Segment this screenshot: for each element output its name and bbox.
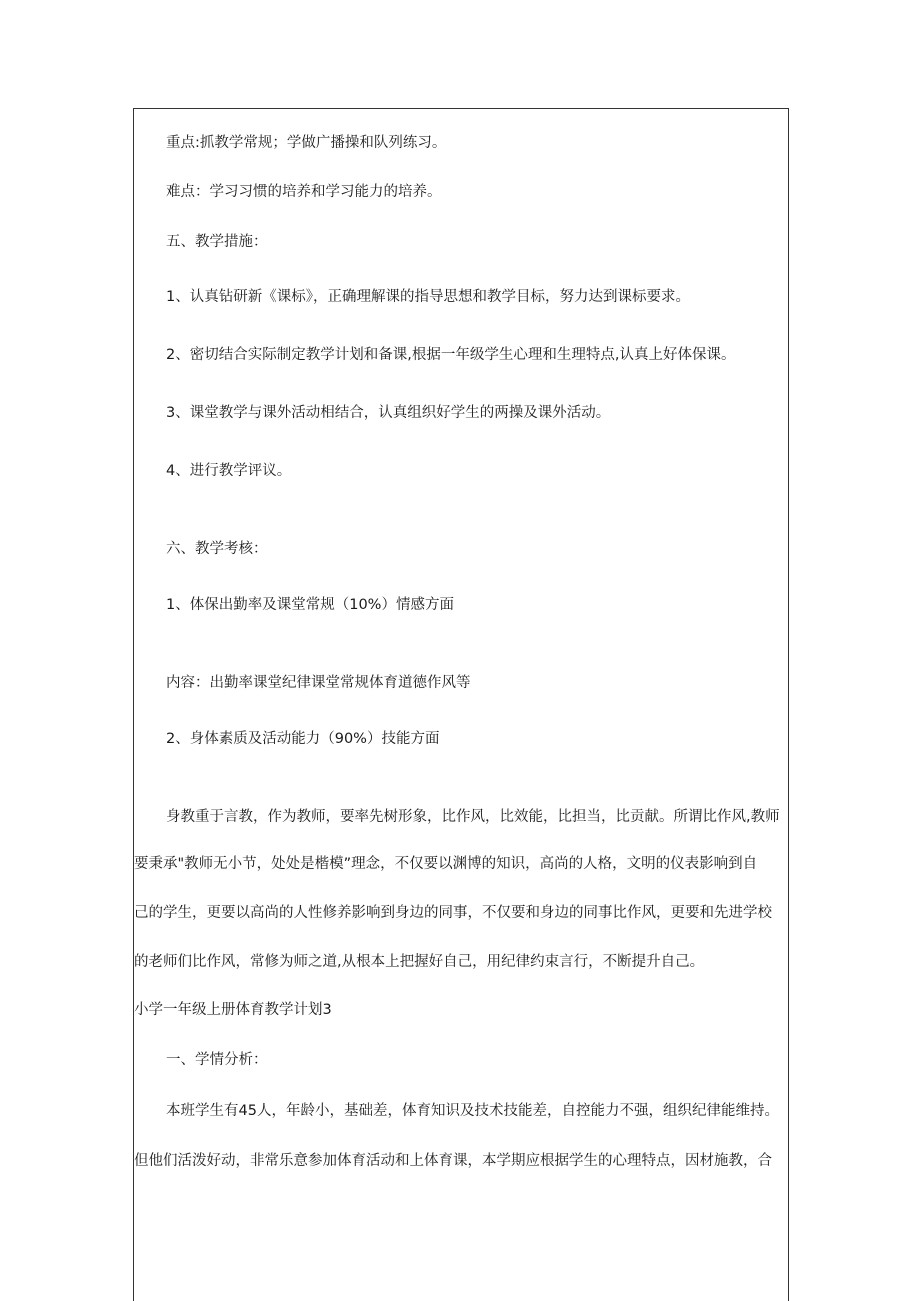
difficulties-text: 难点：学习习惯的培养和学习能力的培养。 bbox=[166, 184, 442, 200]
measure-item-4: 4、进行教学评议。 bbox=[166, 463, 292, 479]
plan3-title: 小学一年级上册体育教学计划3 bbox=[134, 1002, 332, 1018]
paragraph-line-3: 己的学生，更要以高尚的人性修养影响到身边的同事，不仅要和身边的同事比作风，更要和先进学校 bbox=[134, 905, 772, 921]
key-points-text: 重点:抓教学常规；学做广播操和队列练习。 bbox=[166, 135, 447, 151]
assessment-content: 内容：出勤率课堂纪律课堂常规体育道德作风等 bbox=[166, 675, 471, 691]
assessment-item-1: 1、体保出勤率及课堂常规（10%）情感方面 bbox=[166, 597, 454, 613]
assessment-item-2: 2、身体素质及活动能力（90%）技能方面 bbox=[166, 731, 440, 747]
plan3-section-1-heading: 一、学情分析： bbox=[166, 1052, 268, 1068]
section-6-heading: 六、教学考核： bbox=[166, 541, 268, 557]
measure-item-2: 2、密切结合实际制定教学计划和备课,根据一年级学生心理和生理特点,认真上好体保课。 bbox=[166, 347, 736, 363]
plan3-line-1: 本班学生有45人，年龄小，基础差，体育知识及技术技能差，自控能力不强，组织纪律能维持。 bbox=[166, 1103, 779, 1119]
paragraph-line-2: 要秉承"教师无小节，处处是楷模”理念，不仅要以渊博的知识，高尚的人格，文明的仪表影响到自 bbox=[134, 856, 758, 872]
plan3-line-2: 但他们活泼好动，非常乐意参加体育活动和上体育课，本学期应根据学生的心理特点，因材施教，合 bbox=[134, 1153, 772, 1169]
measure-item-1: 1、认真钻研新《课标》，正确理解课的指导思想和教学目标，努力达到课标要求。 bbox=[166, 289, 690, 305]
section-5-heading: 五、教学措施： bbox=[166, 234, 268, 250]
measure-item-3: 3、课堂教学与课外活动相结合，认真组织好学生的两操及课外活动。 bbox=[166, 405, 611, 421]
paragraph-line-1: 身教重于言教，作为教师，要率先树形象，比作风，比效能，比担当，比贡献。所谓比作风,教师 bbox=[166, 809, 780, 825]
paragraph-line-4: 的老师们比作风，常修为师之道,从根本上把握好自己，用纪律约束言行，不断提升自己。 bbox=[134, 954, 705, 970]
